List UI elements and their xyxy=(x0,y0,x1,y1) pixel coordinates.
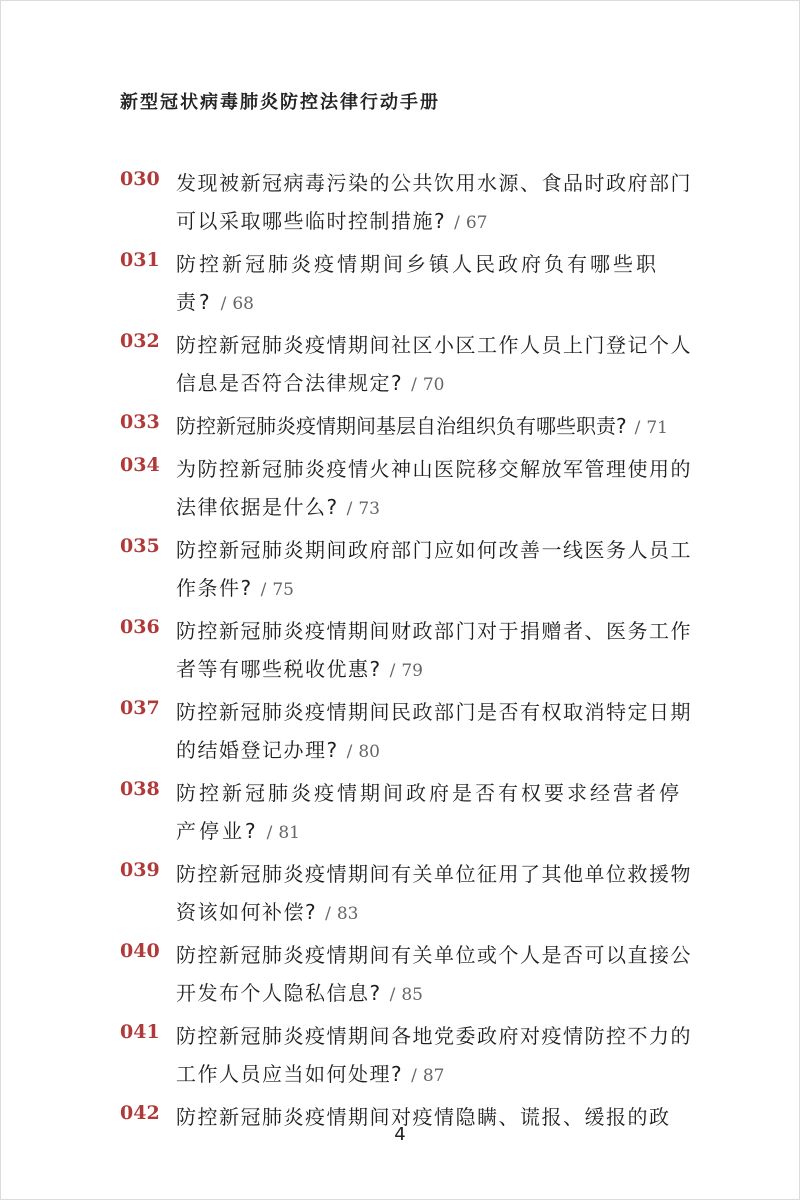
toc-entry-title: 防控新冠肺炎疫情期间对疫情隐瞒、谎报、缓报的政 xyxy=(176,1105,671,1129)
toc-separator: / xyxy=(411,1066,417,1086)
toc-entry-number: 036 xyxy=(120,616,160,638)
toc-entry-title: 为防控新冠肺炎疫情火神山医院移交解放军管理使用的法律依据是什么? xyxy=(176,457,692,519)
toc-entry-number: 040 xyxy=(120,940,160,962)
toc-entry-number: 038 xyxy=(120,778,160,800)
toc-entry-title: 防控新冠肺炎疫情期间政府是否有权要求经营者停产停业? xyxy=(176,781,682,843)
toc-entry-number: 035 xyxy=(120,535,160,557)
toc-page-ref: 71 xyxy=(646,418,668,438)
toc-entry-number: 039 xyxy=(120,859,160,881)
toc-entry-title: 防控新冠肺炎疫情期间社区小区工作人员上门登记个人信息是否符合法律规定? xyxy=(176,333,692,395)
toc-page-ref: 68 xyxy=(232,294,254,314)
toc-entry-041[interactable] xyxy=(120,1017,700,1095)
toc-separator: / xyxy=(346,499,353,519)
toc-separator: / xyxy=(634,418,641,438)
toc-separator: / xyxy=(325,904,331,924)
toc-entry-number: 042 xyxy=(120,1102,160,1124)
toc-separator: / xyxy=(411,375,417,395)
toc-page-ref: 85 xyxy=(401,985,423,1005)
table-of-contents xyxy=(120,164,700,1139)
toc-entry-number: 031 xyxy=(120,249,160,271)
toc-entry-number: 030 xyxy=(120,168,160,190)
toc-page-ref: 83 xyxy=(336,904,359,924)
running-head-title: 新型冠状病毒肺炎防控法律行动手册 xyxy=(120,92,440,113)
toc-page-ref: 81 xyxy=(278,823,300,843)
toc-separator: / xyxy=(260,580,267,600)
toc-entry-number: 037 xyxy=(120,697,160,719)
toc-entry-035[interactable] xyxy=(120,531,700,609)
toc-entry-033[interactable] xyxy=(120,407,700,447)
toc-entry-034[interactable] xyxy=(120,450,700,528)
toc-separator: / xyxy=(220,294,227,314)
toc-entry-title: 防控新冠肺炎疫情期间财政部门对于捐赠者、医务工作者等有哪些税收优惠? xyxy=(176,619,692,681)
toc-entry-030[interactable] xyxy=(120,164,700,242)
toc-separator: / xyxy=(389,661,396,681)
toc-entry-number: 033 xyxy=(120,411,160,433)
toc-page-ref: 70 xyxy=(422,375,445,395)
page-number: 4 xyxy=(394,1124,406,1145)
toc-entry-036[interactable] xyxy=(120,612,700,690)
toc-entry-032[interactable] xyxy=(120,326,700,404)
toc-entry-038[interactable] xyxy=(120,774,700,852)
toc-entry-031[interactable] xyxy=(120,245,700,323)
toc-page-ref: 80 xyxy=(358,742,380,762)
toc-page-ref: 79 xyxy=(401,661,423,681)
toc-separator: / xyxy=(346,742,353,762)
toc-entry-title: 防控新冠肺炎疫情期间民政部门是否有权取消特定日期的结婚登记办理? xyxy=(176,700,692,762)
toc-entry-039[interactable] xyxy=(120,855,700,933)
toc-page-ref: 75 xyxy=(272,580,294,600)
toc-entry-040[interactable] xyxy=(120,936,700,1014)
toc-entry-title: 防控新冠肺炎期间政府部门应如何改善一线医务人员工作条件? xyxy=(176,538,692,600)
toc-separator: / xyxy=(454,213,460,233)
toc-entry-title: 防控新冠肺炎疫情期间有关单位或个人是否可以直接公开发布个人隐私信息? xyxy=(176,943,692,1005)
toc-entry-title: 防控新冠肺炎疫情期间各地党委政府对疫情防控不力的工作人员应当如何处理? xyxy=(176,1024,692,1086)
toc-entry-number: 032 xyxy=(120,330,160,352)
toc-entry-title: 防控新冠肺炎疫情期间有关单位征用了其他单位救援物资该如何补偿? xyxy=(176,862,692,924)
toc-entry-number: 034 xyxy=(120,454,160,476)
toc-entry-title: 防控新冠肺炎疫情期间基层自治组织负有哪些职责? xyxy=(176,414,627,438)
toc-separator: / xyxy=(389,985,396,1005)
toc-separator: / xyxy=(266,823,273,843)
toc-page-ref: 87 xyxy=(422,1066,445,1086)
toc-entry-037[interactable] xyxy=(120,693,700,771)
toc-entry-title: 发现被新冠病毒污染的公共饮用水源、食品时政府部门可以采取哪些临时控制措施? xyxy=(176,171,692,233)
toc-entry-title: 防控新冠肺炎疫情期间乡镇人民政府负有哪些职责? xyxy=(176,252,659,314)
toc-entry-number: 041 xyxy=(120,1021,160,1043)
toc-page-ref: 73 xyxy=(358,499,380,519)
toc-page-ref: 67 xyxy=(465,213,488,233)
